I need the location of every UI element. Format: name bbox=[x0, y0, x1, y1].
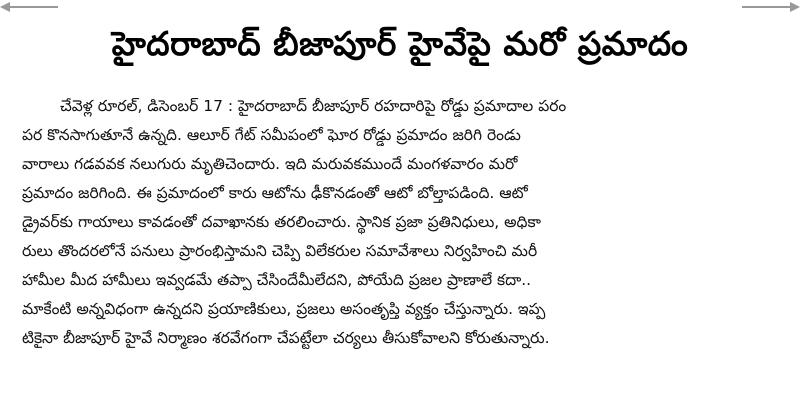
article-line: రులు తొందరలోనే పనులు ప్రారంభిస్తామని చెప్పి విలేకరుల సమావేశాలు నిర్వహించి మరీ bbox=[22, 242, 538, 260]
right-arrow-icon bbox=[740, 0, 800, 14]
left-arrow-icon bbox=[0, 0, 60, 14]
article-line: వారాలు గడవవక నలుగురు మృతిచెందారు. ఇది మరువకముందే మంగళవారం మరో bbox=[22, 155, 518, 173]
article-line: డ్రైవర్‌కు గాయాలు కావడంతో దవాఖానకు తరలించారు. స్థానిక ప్రజా ప్రతినిధులు, అధికా bbox=[22, 213, 541, 231]
headline: హైదరాబాద్ బీజాపూర్ హైవేపై మరో ప్రమాదం bbox=[111, 24, 689, 63]
article-line: ప్రమాదం జరిగింది. ఈ ప్రమాదంలో కారు ఆటోను ఢీకొనడంతో ఆటో బోల్తాపడింది. ఆటో bbox=[22, 184, 528, 202]
article-line: మాకేంటి అన్నవిధంగా ఉన్నదని ప్రయాణికులు, ప్రజలు అసంతృప్తి వ్యక్తం చేస్తున్నారు. ఇప్ప bbox=[22, 300, 546, 318]
article-line: పర కొనసాగుతూనే ఉన్నది. ఆలూర్ గేట్ సమీపంలో ఘోర రోడ్డు ప్రమాదం జరిగి రెండు bbox=[22, 126, 521, 144]
article-line: టికైనా బీజాపూర్ హైవే నిర్మాణం శరవేగంగా చేపట్టేలా చర్యలు తీసుకోవాలని కోరుతున్నారు. bbox=[22, 329, 550, 347]
article-body bbox=[22, 92, 782, 353]
article-line: చేవెళ్ల రూరల్, డిసెంబర్ 17 : హైదరాబాద్ బీజాపూర్ రహదారిపై రోడ్డు ప్రమాదాల పరం bbox=[60, 97, 567, 115]
article-line: హామీల మీద హామీలు ఇవ్వడమే తప్పా చేసిందేమీలేదని, పోయేది ప్రజల ప్రాణాలే కదా.. bbox=[22, 271, 532, 289]
